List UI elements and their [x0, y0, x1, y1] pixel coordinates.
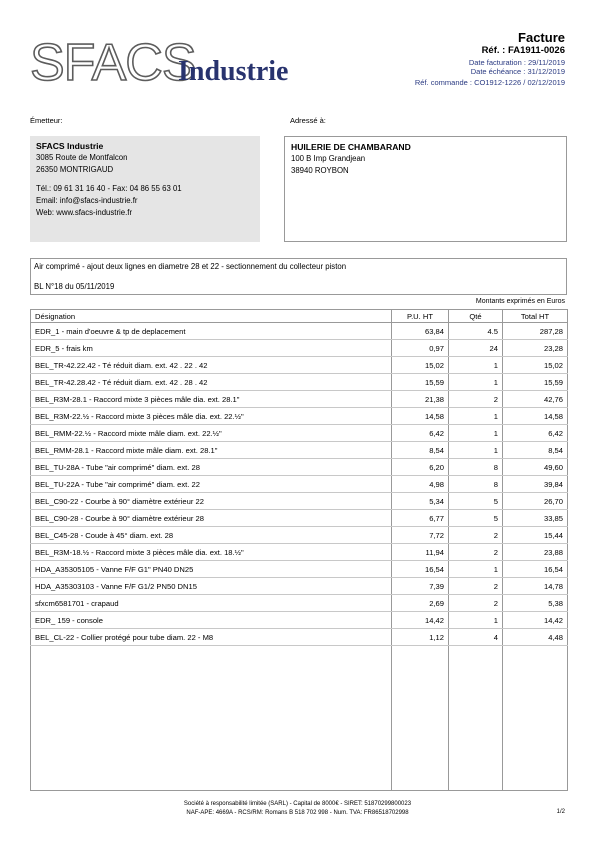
item-total: 15,02 — [503, 357, 568, 374]
invoice-date: Date facturation : 29/11/2019 — [468, 58, 565, 67]
col-header-unit-price: P.U. HT — [392, 310, 449, 323]
item-total: 26,70 — [503, 493, 568, 510]
item-designation: EDR_5 - frais km — [31, 340, 392, 357]
item-total: 15,44 — [503, 527, 568, 544]
item-unit-price: 2,69 — [392, 595, 449, 612]
recipient-address-line2: 38940 ROYBON — [291, 166, 349, 175]
item-unit-price: 7,39 — [392, 578, 449, 595]
item-quantity: 1 — [449, 357, 503, 374]
item-total: 8,54 — [503, 442, 568, 459]
table-row — [31, 476, 568, 493]
table-row — [31, 442, 568, 459]
item-total: 6,42 — [503, 425, 568, 442]
item-quantity: 2 — [449, 544, 503, 561]
table-row — [31, 323, 568, 340]
item-designation: BEL_R3M-28.1 - Raccord mixte 3 pièces mâle dia. ext. 28.1" — [31, 391, 392, 408]
item-designation: EDR_1 - main d'oeuvre & tp de deplacement — [31, 323, 392, 340]
item-quantity: 1 — [449, 425, 503, 442]
table-row — [31, 629, 568, 646]
item-designation: BEL_R3M-22.½ - Raccord mixte 3 pièces mâle dia. ext. 22.½" — [31, 408, 392, 425]
table-row — [31, 527, 568, 544]
order-reference: Réf. commande : CO1912-1226 / 02/12/2019 — [414, 78, 565, 87]
item-unit-price: 4,98 — [392, 476, 449, 493]
item-total: 14,58 — [503, 408, 568, 425]
col-header-quantity: Qté — [449, 310, 503, 323]
item-quantity: 1 — [449, 408, 503, 425]
invoice-description: Air comprimé - ajout deux lignes en diametre 28 et 22 - sectionnement du collecteur piston — [34, 262, 347, 271]
item-quantity: 1 — [449, 561, 503, 578]
company-logo — [28, 30, 318, 90]
table-row — [31, 425, 568, 442]
table-row — [31, 493, 568, 510]
invoice-reference: Réf. : FA1911-0026 — [481, 45, 565, 56]
item-total: 15,59 — [503, 374, 568, 391]
item-quantity: 2 — [449, 391, 503, 408]
emitter-email: Email: info@sfacs-industrie.fr — [36, 196, 138, 205]
table-row — [31, 340, 568, 357]
table-empty-space — [31, 646, 568, 791]
table-row — [31, 408, 568, 425]
item-quantity: 2 — [449, 595, 503, 612]
emitter-website: Web: www.sfacs-industrie.fr — [36, 208, 133, 217]
item-total: 33,85 — [503, 510, 568, 527]
item-unit-price: 15,59 — [392, 374, 449, 391]
item-total: 14,78 — [503, 578, 568, 595]
item-total: 23,28 — [503, 340, 568, 357]
item-total: 23,88 — [503, 544, 568, 561]
emitter-phone-fax: Tél.: 09 61 31 16 40 - Fax: 04 86 55 63 01 — [36, 184, 182, 193]
empty-cell — [31, 646, 392, 791]
empty-cell — [449, 646, 503, 791]
item-unit-price: 11,94 — [392, 544, 449, 561]
item-quantity: 2 — [449, 527, 503, 544]
delivery-note: BL N°18 du 05/11/2019 — [34, 282, 115, 291]
item-quantity: 1 — [449, 374, 503, 391]
page-number: 1/2 — [556, 809, 565, 815]
item-designation: BEL_CL-22 - Collier protégé pour tube diam. 22 - M8 — [31, 629, 392, 646]
item-quantity: 4 — [449, 629, 503, 646]
item-designation: BEL_TR-42.22.42 - Té réduit diam. ext. 42 . 22 . 42 — [31, 357, 392, 374]
item-unit-price: 14,42 — [392, 612, 449, 629]
table-row — [31, 391, 568, 408]
item-total: 5,38 — [503, 595, 568, 612]
item-unit-price: 16,54 — [392, 561, 449, 578]
item-total: 39,84 — [503, 476, 568, 493]
footer-line1: Société à responsabilité limitée (SARL) - Capital de 8000€ - SIRET: 51870299800023 — [183, 801, 412, 807]
table-row — [31, 374, 568, 391]
item-total: 14,42 — [503, 612, 568, 629]
item-designation: BEL_R3M-18.½ - Raccord mixte 3 pièces mâle dia. ext. 18.½" — [31, 544, 392, 561]
item-designation: BEL_TU-28A - Tube "air comprimé" diam. ext. 28 — [31, 459, 392, 476]
items-table — [30, 309, 568, 791]
recipient-box — [284, 136, 567, 242]
item-unit-price: 63,84 — [392, 323, 449, 340]
item-unit-price: 7,72 — [392, 527, 449, 544]
item-quantity: 8 — [449, 459, 503, 476]
emitter-address-line1: 3085 Route de Montfalcon — [36, 153, 128, 162]
logo-subtitle: Industrie — [178, 56, 289, 87]
currency-note: Montants exprimés en Euros — [475, 298, 565, 305]
item-unit-price: 6,20 — [392, 459, 449, 476]
logo-wordmark: SFACS — [30, 34, 196, 90]
document-type: Facture — [518, 30, 565, 45]
item-total: 4,48 — [503, 629, 568, 646]
recipient-name: HUILERIE DE CHAMBARAND — [291, 142, 411, 152]
item-quantity: 4.5 — [449, 323, 503, 340]
item-designation: BEL_C90-28 - Courbe à 90° diamètre extérieur 28 — [31, 510, 392, 527]
item-designation: BEL_TR-42.28.42 - Té réduit diam. ext. 42 . 28 . 42 — [31, 374, 392, 391]
item-quantity: 5 — [449, 493, 503, 510]
item-designation: HDA_A35303103 - Vanne F/F G1/2 PN50 DN15 — [31, 578, 392, 595]
item-unit-price: 21,38 — [392, 391, 449, 408]
item-total: 287,28 — [503, 323, 568, 340]
col-header-designation: Désignation — [31, 310, 392, 323]
item-unit-price: 5,34 — [392, 493, 449, 510]
item-designation: BEL_C45-28 - Coude à 45° diam. ext. 28 — [31, 527, 392, 544]
item-total: 16,54 — [503, 561, 568, 578]
item-unit-price: 6,42 — [392, 425, 449, 442]
recipient-label: Adressé à: — [290, 116, 326, 125]
empty-cell — [392, 646, 449, 791]
item-unit-price: 6,77 — [392, 510, 449, 527]
item-designation: EDR_ 159 - console — [31, 612, 392, 629]
footer-line2: NAF-APE: 4669A - RCS/RM: Romans B 518 702 998 - Num. TVA: FR86518702998 — [186, 810, 409, 816]
table-header-row — [31, 310, 568, 323]
table-row — [31, 578, 568, 595]
item-designation: BEL_C90-22 - Courbe à 90° diamètre extérieur 22 — [31, 493, 392, 510]
item-quantity: 8 — [449, 476, 503, 493]
info-box — [30, 258, 567, 295]
item-total: 49,60 — [503, 459, 568, 476]
item-unit-price: 8,54 — [392, 442, 449, 459]
item-quantity: 2 — [449, 578, 503, 595]
emitter-label: Émetteur: — [30, 116, 63, 125]
empty-cell — [503, 646, 568, 791]
table-row — [31, 510, 568, 527]
item-unit-price: 14,58 — [392, 408, 449, 425]
item-total: 42,76 — [503, 391, 568, 408]
item-designation: BEL_RMM-28.1 - Raccord mixte mâle diam. ext. 28.1" — [31, 442, 392, 459]
emitter-box — [30, 136, 260, 242]
item-quantity: 1 — [449, 612, 503, 629]
item-quantity: 24 — [449, 340, 503, 357]
col-header-total: Total HT — [503, 310, 568, 323]
table-row — [31, 357, 568, 374]
item-quantity: 5 — [449, 510, 503, 527]
item-unit-price: 1,12 — [392, 629, 449, 646]
table-row — [31, 459, 568, 476]
emitter-address-line2: 26350 MONTRIGAUD — [36, 165, 114, 174]
item-designation: sfxcm6581701 - crapaud — [31, 595, 392, 612]
table-row — [31, 544, 568, 561]
item-designation: BEL_TU-22A - Tube "air comprimé" diam. ext. 22 — [31, 476, 392, 493]
item-unit-price: 0,97 — [392, 340, 449, 357]
due-date: Date échéance : 31/12/2019 — [470, 67, 565, 76]
emitter-name: SFACS Industrie — [36, 141, 104, 151]
table-row — [31, 561, 568, 578]
recipient-address-line1: 100 B Imp Grandjean — [291, 154, 366, 163]
legal-footer — [0, 800, 595, 818]
table-row — [31, 612, 568, 629]
table-row — [31, 595, 568, 612]
item-unit-price: 15,02 — [392, 357, 449, 374]
item-designation: BEL_RMM-22.½ - Raccord mixte mâle diam. ext. 22.½" — [31, 425, 392, 442]
item-designation: HDA_A35305105 - Vanne F/F G1" PN40 DN25 — [31, 561, 392, 578]
item-quantity: 1 — [449, 442, 503, 459]
